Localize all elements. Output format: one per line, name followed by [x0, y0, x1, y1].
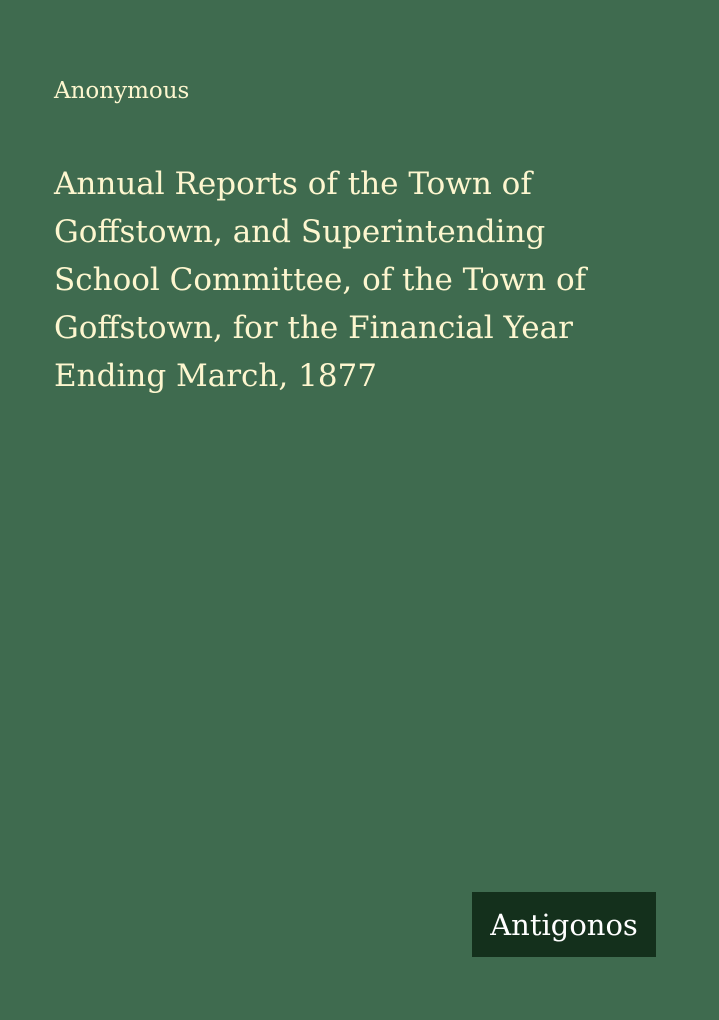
book-title — [54, 160, 674, 400]
publisher-logo-box — [472, 892, 656, 957]
publisher-name: Antigonos — [490, 907, 638, 942]
title-line: Annual Reports of the Town of — [54, 166, 532, 202]
title-line: Ending March, 1877 — [54, 358, 377, 394]
title-line: Goffstown, and Superintending — [54, 214, 546, 250]
title-line: School Committee, of the Town of — [54, 262, 587, 298]
author-name: Anonymous — [54, 78, 190, 104]
title-line: Goffstown, for the Financial Year — [54, 310, 573, 346]
